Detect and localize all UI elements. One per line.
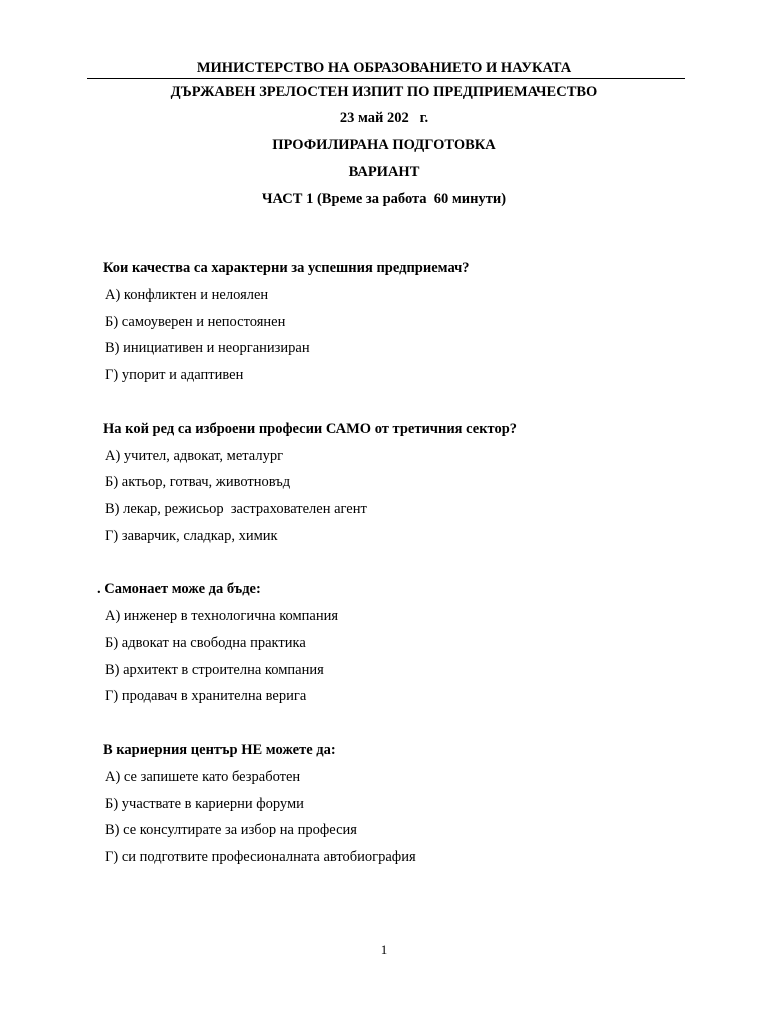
question-4-option-a: А) се запишете като безработен	[105, 769, 301, 785]
question-3-option-b: Б) адвокат на свободна практика	[105, 635, 306, 651]
question-3-option-a: А) инженер в технологична компания	[105, 608, 339, 624]
exam-date: 23 май 202 г.	[339, 110, 429, 126]
part-heading: ЧАСТ 1 (Време за работа 60 минути)	[261, 191, 507, 207]
question-1-option-d: Г) упорит и адаптивен	[105, 367, 244, 383]
question-4-option-b: Б) участвате в кариерни форуми	[105, 796, 304, 812]
question-3-option-d: Г) продавач в хранителна верига	[105, 688, 307, 704]
header-rule	[87, 78, 685, 79]
question-1-option-a: А) конфликтен и нелоялен	[105, 287, 269, 303]
variant-heading: ВАРИАНТ	[348, 164, 420, 180]
page-number: 1	[380, 942, 388, 957]
question-4-title: В кариерния център НЕ можете да:	[103, 742, 336, 758]
question-2-option-c: В) лекар, режисьор застрахователен агент	[105, 501, 367, 517]
question-3-title: . Самонает може да бъде:	[97, 581, 261, 597]
exam-title: ДЪРЖАВЕН ЗРЕЛОСТЕН ИЗПИТ ПО ПРЕДПРИЕМАЧЕСТВО	[170, 84, 598, 100]
question-2-option-b: Б) актьор, готвач, животновъд	[105, 474, 291, 490]
question-1-option-b: Б) самоуверен и непостоянен	[105, 314, 286, 330]
question-1-title: Кои качества са характерни за успешния предприемач?	[103, 260, 470, 276]
question-3-option-c: В) архитект в строителна компания	[105, 662, 324, 678]
question-1-option-c: В) инициативен и неорганизиран	[105, 340, 310, 356]
question-4-option-d: Г) си подготвите професионалната автобиография	[105, 849, 416, 865]
question-4-option-c: В) се консултирате за избор на професия	[105, 822, 357, 838]
question-2-option-d: Г) заварчик, сладкар, химик	[105, 528, 278, 544]
question-2-option-a: А) учител, адвокат, металург	[105, 448, 284, 464]
question-2-title: На кой ред са изброени професии САМО от третичния сектор?	[103, 421, 518, 437]
ministry-heading: МИНИСТЕРСТВО НА ОБРАЗОВАНИЕТО И НАУКАТА	[196, 60, 572, 76]
profile-heading: ПРОФИЛИРАНА ПОДГОТОВКА	[272, 137, 496, 153]
